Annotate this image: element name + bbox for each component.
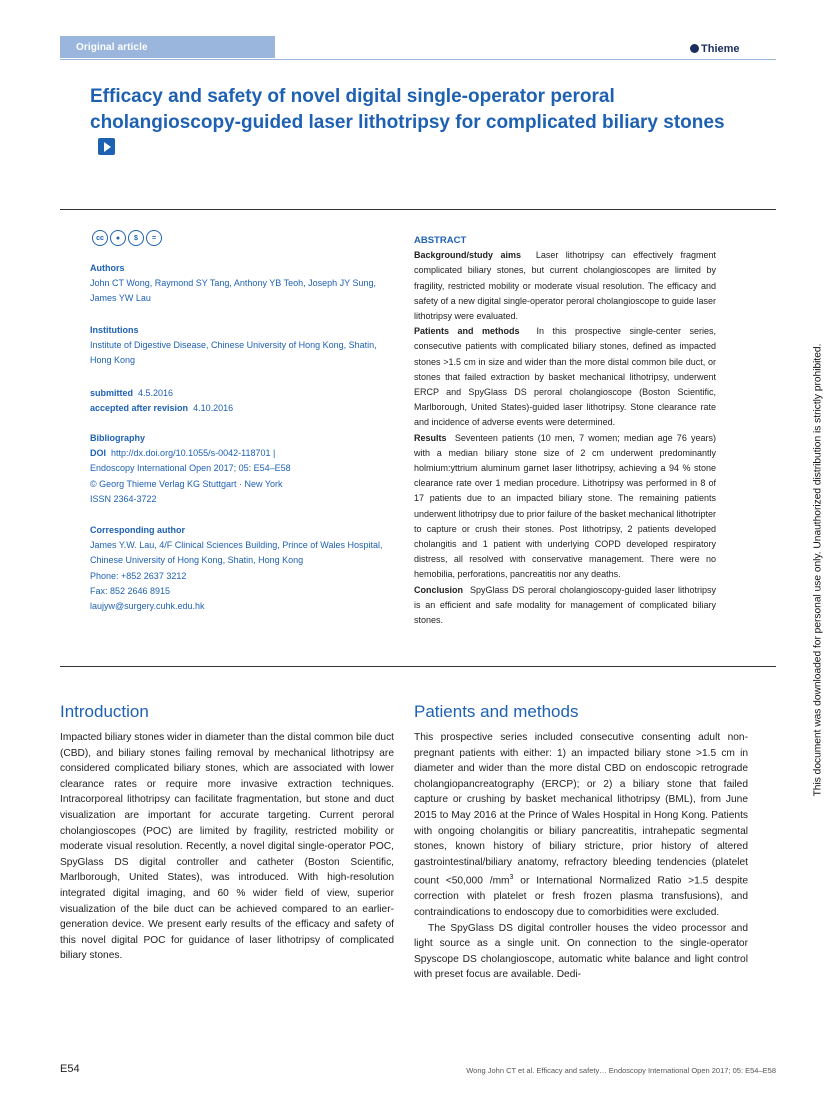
issn: ISSN 2364-3722	[90, 493, 157, 504]
accepted-label: accepted after revision	[90, 403, 189, 414]
results-label: Results	[414, 432, 447, 443]
abstract-methods	[414, 324, 716, 430]
corresponding-email[interactable]: laujyw@surgery.cuhk.edu.hk	[90, 601, 205, 612]
abstract-background	[414, 248, 716, 324]
background-text: Laser lithotripsy can effectively fragment complicated biliary stones, but current cholangioscopes are limited by fragility, restricted mobility or moderate visual resolution. The efficacy and safety of a new digital single-operator peroral cholangioscope to guide laser lithotripsy were evaluated.	[414, 250, 716, 322]
methods-label: Patients and methods	[414, 326, 520, 337]
methods-heading: Patients and methods	[414, 702, 579, 721]
abstract-heading: ABSTRACT	[414, 235, 467, 246]
introduction-paragraph: Impacted biliary stones wider in diameter than the distal common bile duct (CBD), and biliary stones failing removal by mechanical lithotripsy are considered complicated biliary stones, which are associated with lower clearance rates or require more invasive extraction techniques. Intracorporeal lithotripsy can facilitate fragmentation, but stone and duct visualization are important for accurate targeting. Current peroral cholangioscopes (POC) are limited by fragility, restricted mobility or moderate visual resolution. Recently, a novel digital single-operator POC, SpyGlass DS digital controller and catheter (Boston Scientific, Marlborough, United States), was introduced. With high-resolution integrated digital imaging, and 60 % wider field of view, superior visualization of the bile duct can be achieved compared to an earlier-generation device. We present early results of the efficacy and safety of this novel digital POC for guidance of laser lithotripsy of complicated biliary stones.	[60, 732, 394, 962]
abstract	[414, 233, 716, 628]
authors-block	[90, 261, 385, 307]
methods-p1b: or International Normalized Ratio >1.5 despite correction with platelet or fresh frozen plasma transfusions), and contraindications to endoscopy due to comorbidities were excluded.	[414, 875, 748, 918]
abstract-results	[414, 431, 716, 583]
thieme-logo-icon	[690, 44, 699, 53]
journal-citation: Endoscopy International Open 2017; 05: E54–E58	[90, 463, 291, 474]
submitted-label: submitted	[90, 388, 134, 398]
background-label: Background/study aims	[414, 250, 521, 261]
methods-paragraph-1	[414, 730, 748, 921]
nc-icon: $	[128, 230, 144, 246]
methods-text: In this prospective single-center series, consecutive patients with complicated biliary stones, defined as impacted stones >1.5 cm in size and wider than the more distal common bile duct, or stones that failed extraction by basket mechanical lithotripsy, underwent ERCP and SpyGlass DS peroral cholangioscope (Boston Scientific, Marlborough, United States)-guided laser lithotripsy. Stone clearance rate and incidence of adverse events were determined.	[414, 326, 717, 428]
bibliography-heading: Bibliography	[90, 433, 146, 443]
institutions-heading: Institutions	[90, 325, 139, 335]
by-icon: ●	[110, 230, 126, 246]
conclusion-text: SpyGlass DS peroral cholangioscopy-guided laser lithotripsy is an efficient and safe modality for management of complicated biliary stones.	[414, 584, 716, 626]
results-text: Seventeen patients (10 men, 7 women; median age 76 years) with a median biliary stone size of 2 cm underwent predominantly holmium:yttrium aluminum garnet laser lithotripsy, achieving a 94 % stone clearance rate over 1 median procedure. Lithotripsy was performed in 8 of 17 patients due to an impacted biliary stone. The remaining patients underwent lithotripsy due to prior failure of the basket mechanical lithotripter to capture or crush their stones. Post lithotripsy, 2 patients developed cholangitis and 1 patient with underlying COPD developed respiratory distress, all resolved with conservative management. There were no hemobilia, perforations, pancreatitis nor any deaths.	[414, 432, 716, 580]
doi-link[interactable]: http://dx.doi.org/10.1055/s-0042-118701 |	[111, 448, 276, 459]
article-type-tag	[60, 36, 275, 58]
video-play-icon[interactable]	[98, 138, 115, 155]
corresponding-phone: Phone: +852 2637 3212	[90, 570, 187, 581]
license-icons	[92, 230, 162, 248]
header-rule	[60, 59, 776, 60]
accepted-date: 4.10.2016	[193, 403, 234, 414]
publisher-name: Thieme	[701, 43, 740, 55]
methods-p1a: This prospective series included consecutive consenting adult non-pregnant patients with either: 1) an impacted biliary stone >1.5 cm in diameter and wider than the more distal CBD on endoscopic retrograde cholangiopancreatography (ERCP); or 2) a biliary stone that failed capture or crushing by basket mechanical lithotripsy (BML), from June 2015 to May 2016 at the Prince of Wales Hospital in Hong Kong. Patients with ongoing cholangitis or biliary pancreatitis, intrahepatic segmental stones, known history of biliary stricture, prior history of altered gastrointestinal/biliary anatomy, refractory bleeding tendencies (platelet count <50,000 /mm	[414, 732, 748, 887]
abstract-conclusion	[414, 583, 716, 629]
cc-icon: cc	[92, 230, 108, 246]
introduction-heading: Introduction	[60, 702, 149, 721]
page-number: E54	[60, 1063, 80, 1075]
methods-p1-sup: 3	[509, 874, 514, 882]
side-notice-text: This document was downloaded for personal use only. Unauthorized distribution is strictly prohibited.	[812, 343, 823, 797]
footer-citation: Wong John CT et al. Efficacy and safety… Endoscopy International Open 2017; 05: E54–E58	[466, 1066, 776, 1075]
authors-text: John CT Wong, Raymond SY Tang, Anthony YB Teoh, Joseph JY Sung, James YW Lau	[90, 278, 377, 304]
institutions-text: Institute of Digestive Disease, Chinese University of Hong Kong, Shatin, Hong Kong	[90, 340, 377, 366]
side-notice	[810, 310, 825, 830]
article-title-text: Efficacy and safety of novel digital single-operator peroral cholangioscopy-guided laser lithotripsy for complicated biliary stones	[90, 86, 725, 133]
corresponding-block	[90, 523, 385, 614]
corresponding-address: James Y.W. Lau, 4/F Clinical Sciences Building, Prince of Wales Hospital, Chinese University of Hong Kong, Shatin, Hong Kong	[90, 540, 383, 566]
doi-label: DOI	[90, 448, 107, 459]
conclusion-label: Conclusion	[414, 584, 463, 595]
copyright: © Georg Thieme Verlag KG Stuttgart · New York	[90, 478, 283, 489]
corresponding-heading: Corresponding author	[90, 525, 185, 535]
divider	[60, 209, 776, 210]
authors-heading: Authors	[90, 263, 125, 273]
dates-block	[90, 386, 385, 416]
article-type-label: Original article	[76, 42, 148, 53]
methods-paragraph-2: The SpyGlass DS digital controller houses the video processor and light source as a single unit. On connection to the single-operator Spyscope DS cholangioscope, automatic white balance and light control with preset focus are available. Dedi-	[414, 922, 748, 981]
publisher-logo	[690, 43, 740, 55]
methods-body	[414, 730, 748, 983]
submitted-date: 4.5.2016	[138, 388, 174, 398]
article-title	[90, 84, 730, 162]
introduction-body	[60, 730, 394, 964]
nd-icon: =	[146, 230, 162, 246]
divider	[60, 666, 776, 667]
institutions-block	[90, 323, 385, 369]
bibliography-block	[90, 431, 385, 507]
corresponding-fax: Fax: 852 2646 8915	[90, 585, 171, 596]
